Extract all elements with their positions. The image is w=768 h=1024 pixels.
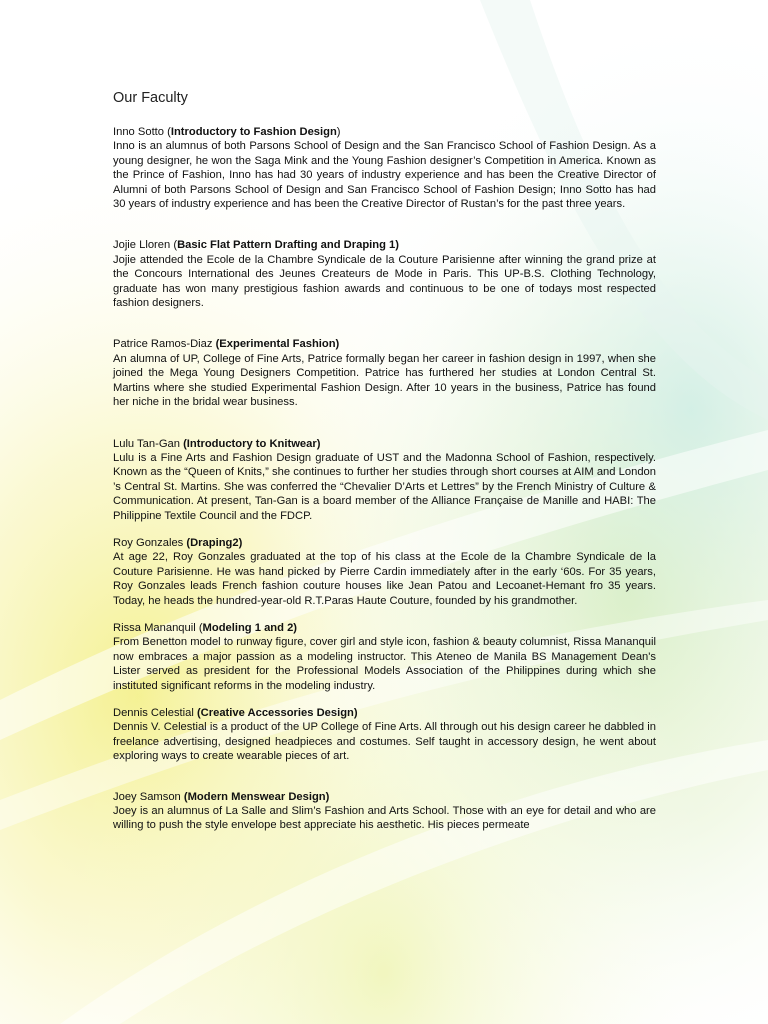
faculty-heading [113, 125, 656, 139]
faculty-course: (Experimental Fashion) [215, 338, 340, 351]
faculty-name: Jojie Lloren ( [113, 239, 178, 252]
faculty-bio: At age 22, Roy Gonzales graduated at the top of his class at the Ecole de la Chambre Syndicale de la Couture Parisienne. He was hand picked by Pierre Cardin immediately after in the early ‘60s. For 35 years, Roy Gonzales leads French fashion couture houses like Jean Patou and Lecoanet-Hemant fro 35 years. Today, he heads the hundred-year-old R.T.Paras Haute Couture, founded by his grandmother. [113, 551, 656, 607]
faculty-heading [113, 337, 656, 351]
faculty-name: Rissa Mananquil ( [113, 621, 203, 634]
faculty-entry-rissa-mananquil [113, 621, 656, 693]
faculty-name: Patrice Ramos-Diaz [113, 338, 216, 351]
faculty-heading [113, 790, 656, 804]
faculty-bio: Dennis V. Celestial is a product of the UP College of Fine Arts. All through out his design career he dabbled in freelance advertising, designed headpieces and costumes. Self taught in accessory design, he went about exploring ways to create wearable pieces of art. [113, 721, 656, 763]
faculty-name: Inno Sotto ( [113, 126, 171, 138]
faculty-heading [113, 621, 656, 635]
faculty-bio: Jojie attended the Ecole de la Chambre Syndicale de la Couture Parisienne after winning the grand prize at the Concours International des Jeunes Createurs de Mode in Paris. This UP-B.S. Clothing Technology, graduate has won many prestigious fashion awards and continuous to be one of todays most respected fashion designers. [113, 253, 656, 310]
faculty-course: Basic Flat Pattern Drafting and Draping 1) [177, 239, 399, 252]
faculty-entry-lulu-tan-gan [113, 437, 656, 523]
faculty-course: Introductory to Fashion Design [170, 126, 337, 138]
faculty-entry-inno-sotto [113, 125, 656, 211]
faculty-bio: Inno is an alumnus of both Parsons School of Design and the San Francisco School of Fashion Design. As a young designer, he won the Saga Mink and the Young Fashion designer’s Competition in America. Known as the Prince of Fashion, Inno has had 30 years of industry experience and has been the Creative Director of Alumni of both Parsons School of Design and San Francisco School of Fashion Design; Inno Sotto has had 30 years of industry experience and has been the Creative Director of Rustan’s for the past three years. [113, 140, 656, 211]
faculty-course: Modeling 1 and 2) [202, 621, 298, 634]
faculty-name: Lulu Tan-Gan [113, 437, 184, 450]
faculty-entry-roy-gonzales [113, 536, 656, 608]
faculty-name: Roy Gonzales [113, 536, 187, 549]
faculty-heading [113, 437, 656, 451]
faculty-bio: Joey is an alumnus of La Salle and Slim’s Fashion and Arts School. Those with an eye for detail and who are willing to push the style envelope best appreciate his aesthetic. His pieces permeate [113, 805, 656, 832]
faculty-entry-dennis-celestial [113, 706, 656, 764]
faculty-heading-close: ) [336, 126, 341, 138]
faculty-course: (Draping2) [186, 536, 243, 549]
faculty-heading [113, 238, 656, 252]
faculty-bio: From Benetton model to runway figure, cover girl and style icon, fashion & beauty columnist, Rissa Mananquil now embraces a major passion as a modeling instructor. This Ateneo de Manila BS Management Dean's Lister served as president for the Professional Models Association of the Philippines during which she instituted significant reforms in the modeling industry. [113, 636, 656, 692]
faculty-course: (Creative Accessories Design) [196, 707, 358, 719]
faculty-name: Dennis Celestial [113, 707, 197, 719]
faculty-entry-joey-samson [113, 790, 656, 833]
faculty-heading [113, 706, 656, 720]
faculty-course: (Modern Menswear Design) [183, 790, 330, 803]
faculty-heading [113, 536, 656, 550]
faculty-bio: An alumna of UP, College of Fine Arts, Patrice formally began her career in fashion design in 1997, when she joined the Mega Young Designers Competition. Patrice has furthered her studies at London Central St. Martins where she studied Experimental Fashion Design. After 10 years in the business, Patrice has found her niche in the bridal wear business. [113, 352, 656, 409]
faculty-entry-jojie-lloren [113, 238, 656, 310]
page-title: Our Faculty [113, 90, 188, 106]
faculty-bio: Lulu is a Fine Arts and Fashion Design graduate of UST and the Madonna School of Fashion, respectively. Known as the “Queen of Knits,” she continues to further her studies through short courses at AIM and London ’s Central St. Martins. She was conferred the “Chevalier D’Arts et Lettres” by the French Ministry of Culture & Communication. At present, Tan-Gan is a board member of the Alliance Française de Manille and HABI: The Philippine Textile Council and the FDCP. [113, 451, 656, 522]
faculty-entry-patrice-ramos-diaz [113, 337, 656, 409]
faculty-course: (Introductory to Knitwear) [183, 437, 321, 450]
document-page [113, 88, 656, 833]
faculty-name: Joey Samson [113, 790, 184, 803]
